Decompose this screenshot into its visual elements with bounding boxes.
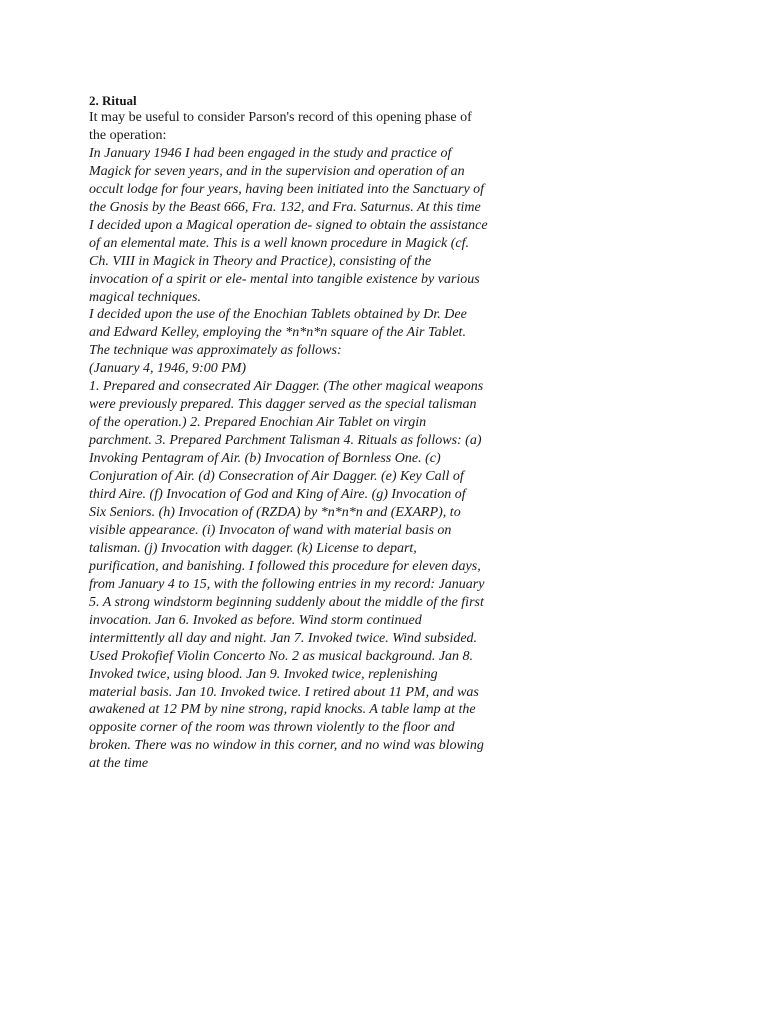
record-line: talisman. (j) Invocation with dagger. (k) License to depart, — [89, 540, 417, 556]
record-line: Invoked twice, using blood. Jan 9. Invoked twice, replenishing — [89, 666, 438, 682]
record-line: Ch. VIII in Magick in Theory and Practice), consisting of the — [89, 253, 432, 269]
record-line: material basis. Jan 10. Invoked twice. I retired about 11 PM, and was — [89, 684, 479, 700]
record-line: parchment. 3. Prepared Parchment Talisman 4. Rituals as follows: (a) — [89, 433, 482, 449]
record-line: visible appearance. (i) Invocaton of wand with material basis on — [89, 522, 452, 538]
record-line: of an elemental mate. This is a well known procedure in Magick (cf. — [89, 235, 470, 251]
record-line: Magick for seven years, and in the supervision and operation of an — [89, 163, 465, 179]
record-line: magical techniques. — [89, 289, 201, 305]
record-line: and Edward Kelley, employing the *n*n*n square of the Air Tablet. — [89, 325, 466, 341]
quoted-record — [89, 145, 529, 773]
record-line: 5. A strong windstorm beginning suddenly about the middle of the first — [89, 594, 484, 610]
intro-line: the operation: — [89, 127, 167, 143]
record-line: Invoking Pentagram of Air. (b) Invocation of Bornless One. (c) — [89, 451, 441, 467]
record-line: (January 4, 1946, 9:00 PM) — [89, 361, 247, 377]
intro-paragraph — [89, 109, 529, 145]
section-heading: 2. Ritual — [89, 93, 137, 108]
record-line: broken. There was no window in this corner, and no wind was blowing — [89, 738, 484, 754]
record-line: I decided upon the use of the Enochian Tablets obtained by Dr. Dee — [89, 307, 467, 323]
record-line: 1. Prepared and consecrated Air Dagger. (The other magical weapons — [89, 379, 484, 395]
record-line: the Gnosis by the Beast 666, Fra. 132, and Fra. Saturnus. At this time — [89, 199, 481, 215]
record-line: were previously prepared. This dagger served as the special talisman — [89, 397, 477, 413]
record-line: invocation of a spirit or ele- mental into tangible existence by various — [89, 271, 480, 287]
record-line: intermittently all day and night. Jan 7. Invoked twice. Wind subsided. — [89, 630, 478, 646]
intro-line: It may be useful to consider Parson's record of this opening phase of — [89, 110, 472, 125]
record-line: of the operation.) 2. Prepared Enochian Air Tablet on virgin — [89, 415, 427, 431]
record-line: I decided upon a Magical operation de- signed to obtain the assistance — [89, 217, 488, 233]
record-line: In January 1946 I had been engaged in the study and practice of — [89, 145, 452, 161]
document-page — [89, 92, 529, 773]
record-line: awakened at 12 PM by nine strong, rapid knocks. A table lamp at the — [89, 702, 476, 718]
record-line: from January 4 to 15, with the following entries in my record: January — [89, 576, 485, 592]
record-line: occult lodge for four years, having been initiated into the Sanctuary of — [89, 181, 485, 197]
record-line: purification, and banishing. I followed this procedure for eleven days, — [89, 558, 481, 574]
record-line: invocation. Jan 6. Invoked as before. Wind storm continued — [89, 612, 422, 628]
record-line: third Aire. (f) Invocation of God and King of Aire. (g) Invocation of — [89, 487, 466, 503]
record-line: Used Prokofief Violin Concerto No. 2 as musical background. Jan 8. — [89, 648, 474, 664]
record-line: at the time — [89, 756, 149, 772]
record-line: The technique was approximately as follows: — [89, 343, 342, 359]
record-line: Six Seniors. (h) Invocation of (RZDA) by *n*n*n and (EXARP), to — [89, 504, 461, 520]
record-line: Conjuration of Air. (d) Consecration of Air Dagger. (e) Key Call of — [89, 469, 464, 485]
record-line: opposite corner of the room was thrown violently to the floor and — [89, 720, 455, 736]
